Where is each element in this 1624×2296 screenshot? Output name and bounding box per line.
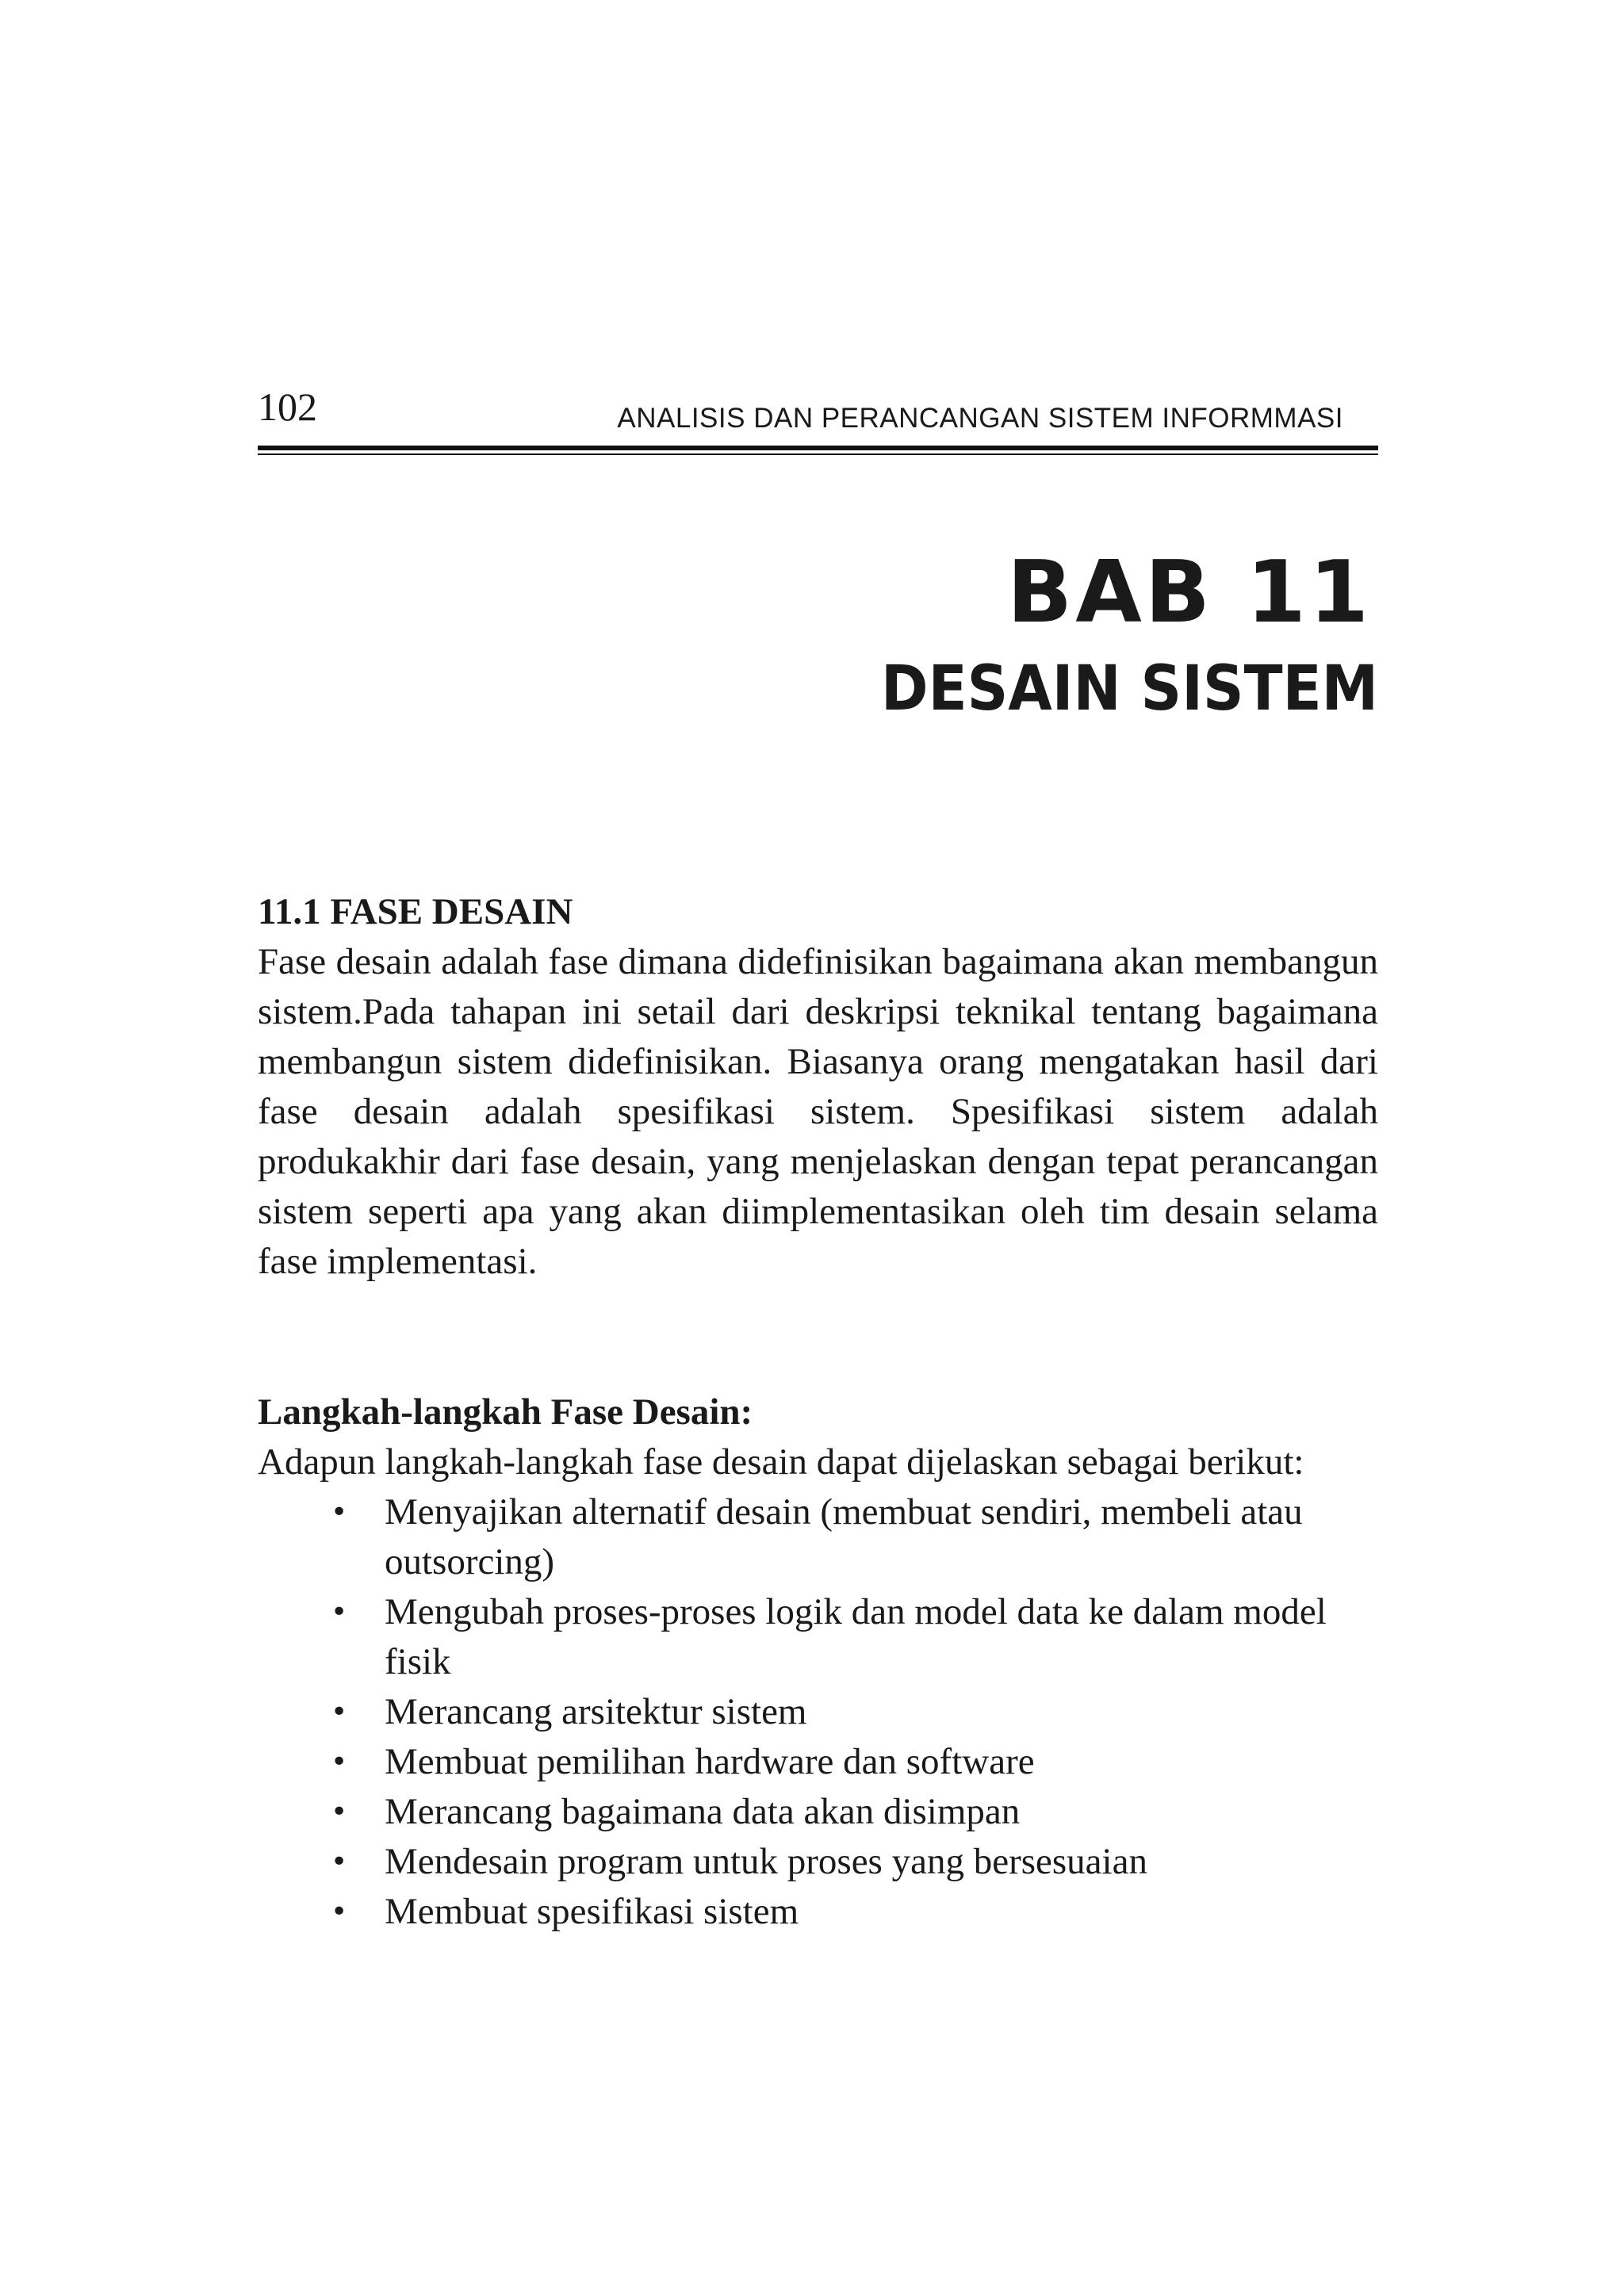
- steps-list: [258, 1487, 1378, 1937]
- list-item-text: Membuat spesifikasi sistem: [385, 1891, 799, 1932]
- chapter-title: DESAIN SISTEM: [881, 653, 1378, 725]
- running-header: [258, 373, 1378, 449]
- list-item-text: Mendesain program untuk proses yang bersesuaian: [385, 1841, 1147, 1882]
- bullet-icon: •: [331, 1596, 348, 1628]
- section-fase-desain: [258, 886, 1378, 1937]
- subsection-langkah: [258, 1387, 1378, 1937]
- list-item: [258, 1587, 1378, 1687]
- list-item-text: Merancang arsitektur sistem: [385, 1691, 807, 1732]
- section-heading: 11.1 FASE DESAIN: [258, 891, 573, 932]
- bullet-icon: •: [331, 1496, 348, 1529]
- list-item: [258, 1837, 1378, 1887]
- bullet-icon: •: [331, 1696, 348, 1728]
- bullet-icon: •: [331, 1796, 348, 1828]
- header-rule-thick: [258, 446, 1378, 450]
- list-item: [258, 1787, 1378, 1837]
- bullet-icon: •: [331, 1846, 348, 1878]
- list-item: [258, 1487, 1378, 1587]
- list-item-text: Mengubah proses-proses logik dan model data ke dalam model fisik: [385, 1591, 1327, 1682]
- running-title: ANALISIS DAN PERANCANGAN SISTEM INFORMMASI: [617, 403, 1343, 434]
- list-item: [258, 1887, 1378, 1937]
- subsection-heading: Langkah-langkah Fase Desain:: [258, 1391, 753, 1433]
- list-item: [258, 1687, 1378, 1737]
- subsection-intro: Adapun langkah-langkah fase desain dapat dijelaskan sebagai berikut:: [258, 1441, 1304, 1483]
- section-paragraph: Fase desain adalah fase dimana didefinisikan bagaimana akan membangun sistem.Pada tahapan ini setail dari deskripsi teknikal tentang bagaimana membangun sistem didefinisikan. Biasanya orang mengatakan hasil dari fase desain adalah spesifikasi sistem. Spesifikasi sistem adalah produkakhir dari fase desain, yang menjelaskan dengan tepat perancangan sistem seperti apa yang akan diimplementasikan oleh tim desain selama fase implementasi.: [258, 941, 1378, 1282]
- page-number: 102: [258, 385, 317, 429]
- list-item-text: Menyajikan alternatif desain (membuat sendiri, membeli atau outsorcing): [385, 1491, 1303, 1582]
- chapter-heading: [258, 543, 1378, 725]
- list-item-text: Merancang bagaimana data akan disimpan: [385, 1791, 1021, 1832]
- bullet-icon: •: [331, 1746, 348, 1778]
- chapter-number: BAB 11: [1006, 543, 1372, 642]
- list-item-text: Membuat pemilihan hardware dan software: [385, 1741, 1035, 1782]
- list-item: [258, 1737, 1378, 1787]
- book-page: [258, 373, 1378, 1937]
- bullet-icon: •: [331, 1896, 348, 1928]
- header-rule-thin: [258, 453, 1378, 455]
